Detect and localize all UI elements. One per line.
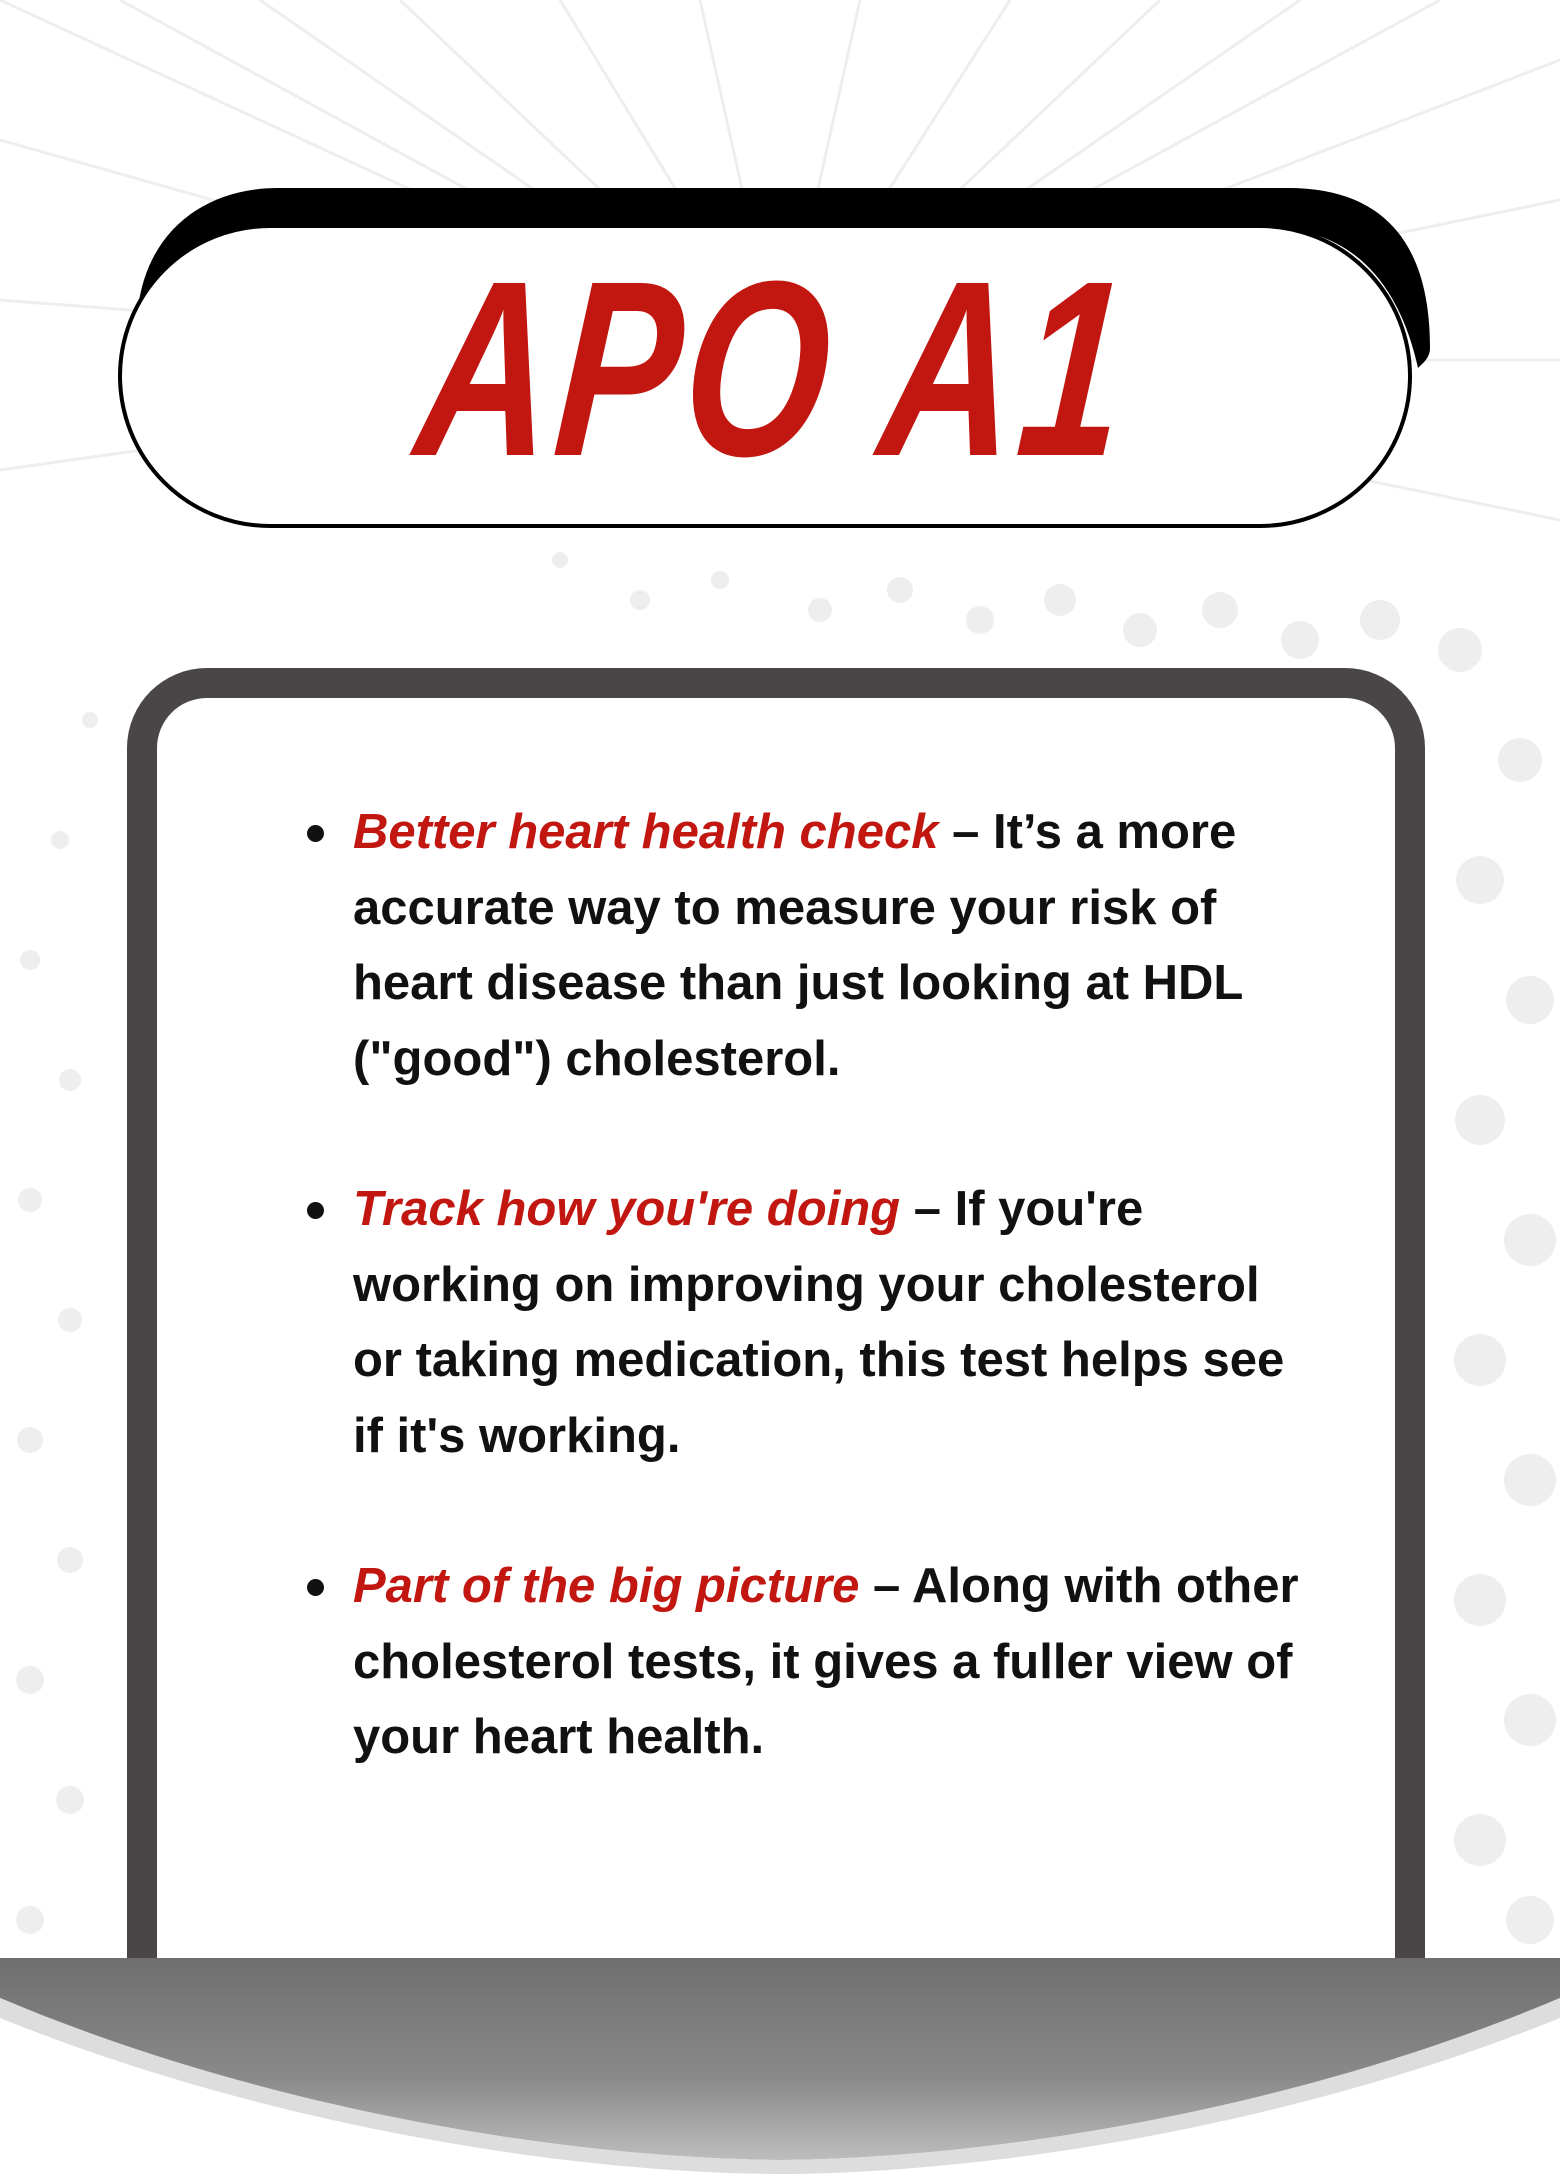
list-item [295,795,1315,1097]
bullet-text: – If you're working on improving your cholesterol or taking medication, this test helps see if it's working. [353,1182,1285,1463]
bullet-icon [307,825,324,842]
bullet-icon [307,1202,324,1219]
page-curl-shadow [0,1958,1560,2177]
bullet-lead: Better heart health check [353,805,939,859]
bullet-icon [307,1579,324,1596]
bullet-text: – It’s a more accurate way to measure your risk of heart disease than just looking at HDL ("good") cholesterol. [353,805,1243,1086]
bullet-text: – Along with other cholesterol tests, it gives a fuller view of your heart health. [353,1559,1299,1764]
bullet-lead: Track how you're doing [353,1182,901,1236]
page-title: APO A1 [408,229,1140,508]
list-item [295,1549,1315,1776]
bullet-lead: Part of the big picture [353,1559,860,1613]
benefits-list [295,795,1315,1851]
list-item [295,1172,1315,1474]
